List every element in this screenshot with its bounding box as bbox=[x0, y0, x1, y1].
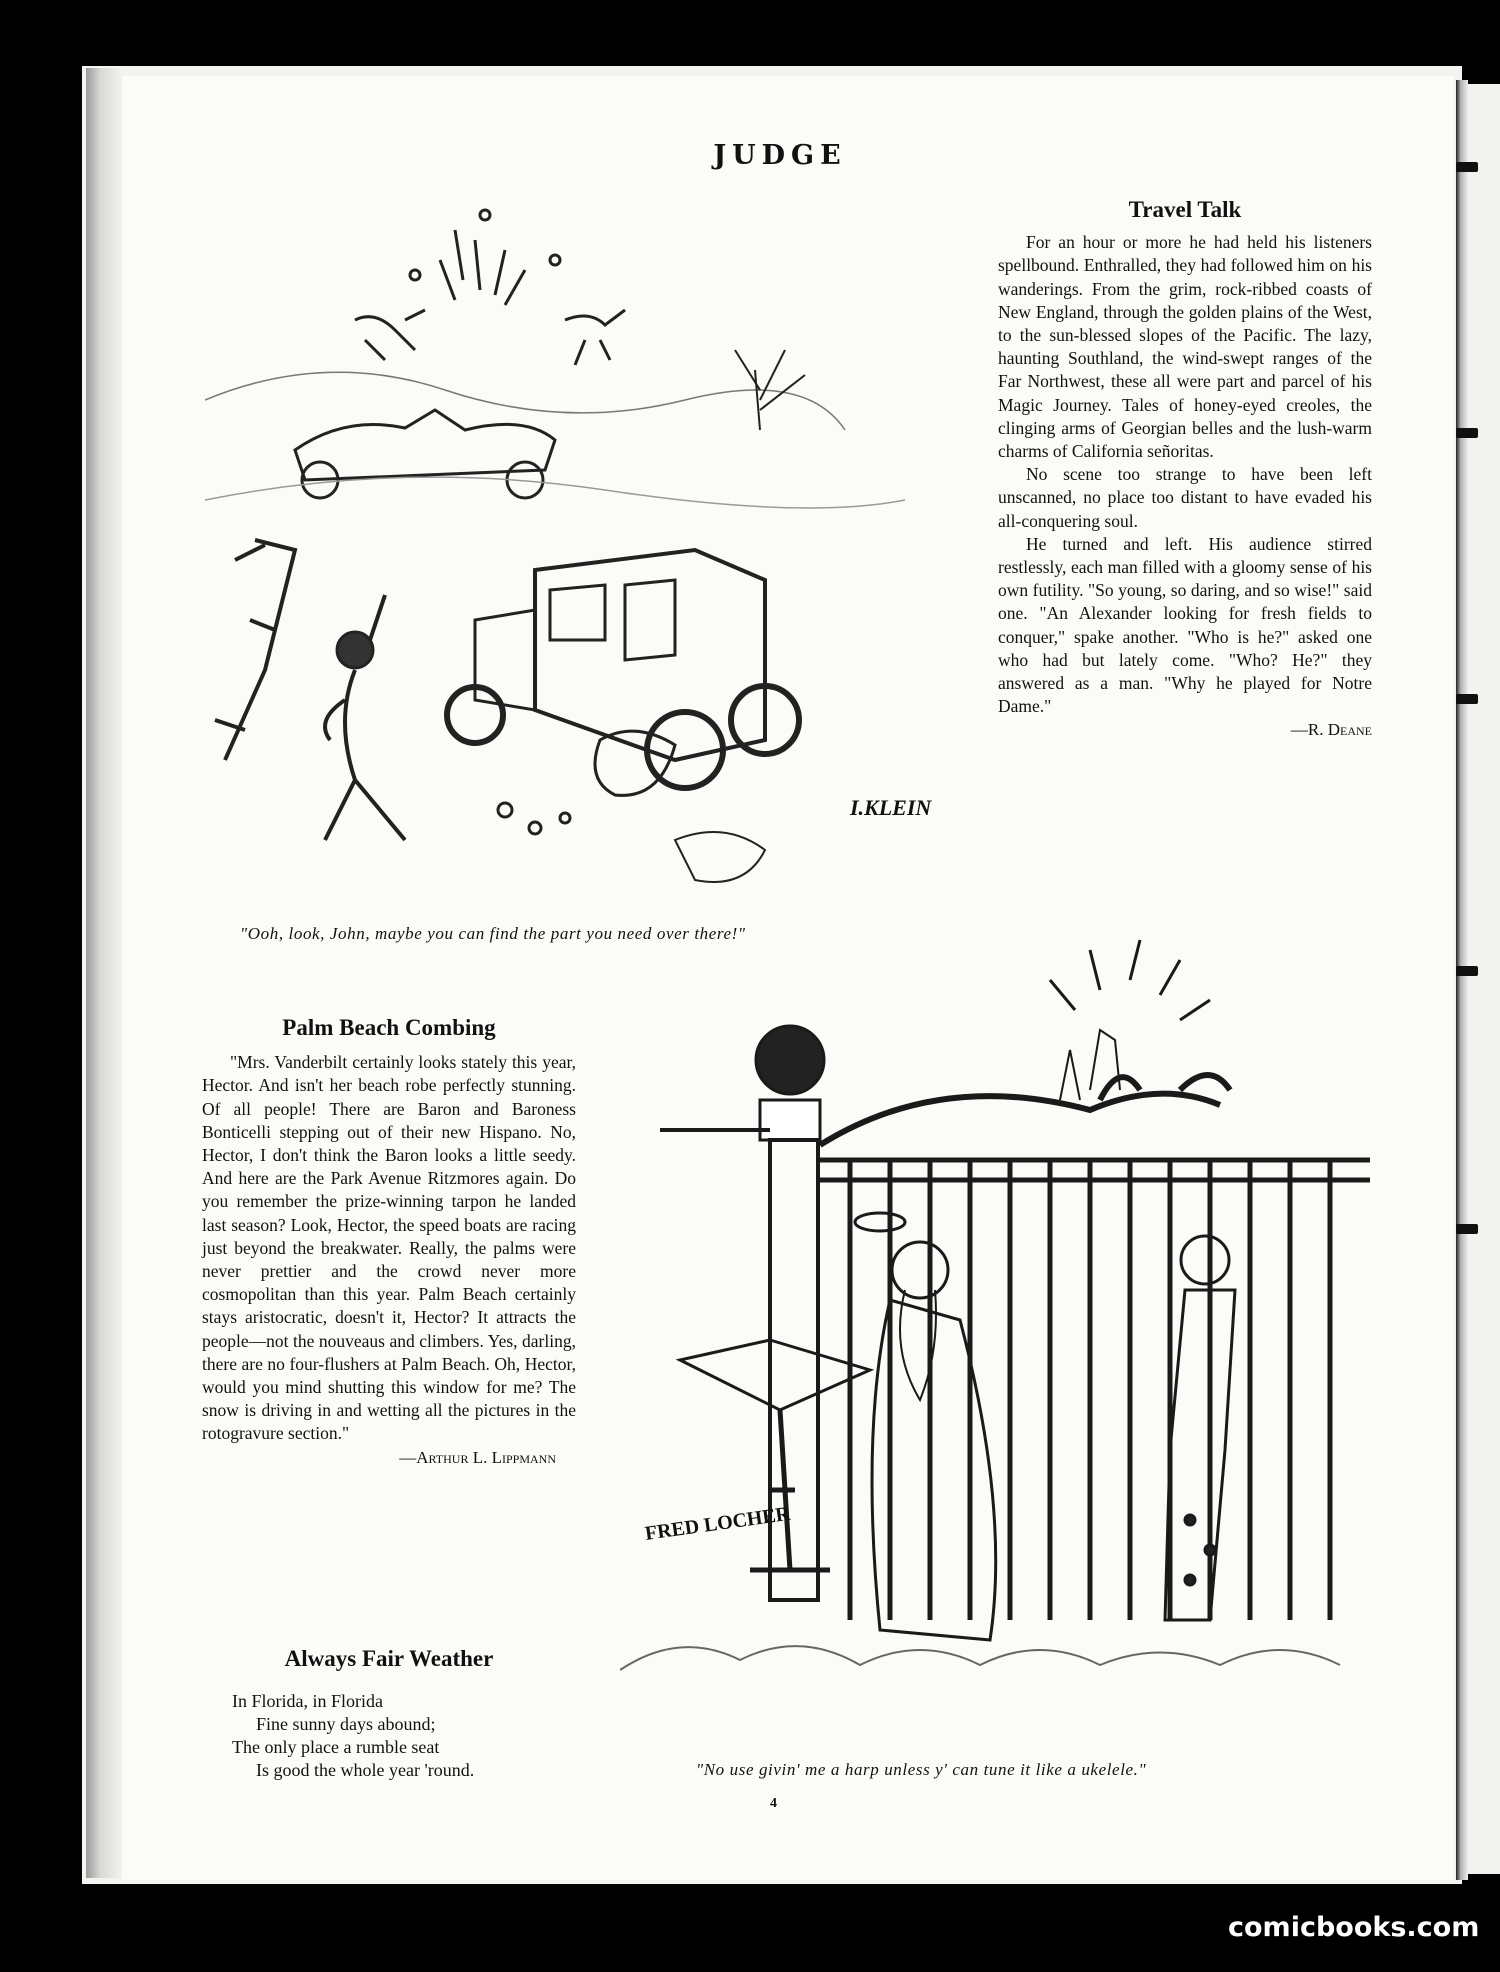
index-tab bbox=[1456, 1224, 1478, 1234]
fair-weather-poem bbox=[232, 1690, 592, 1782]
travel-talk-paragraph-2: No scene too strange to have been left unscanned, no place too distant to have evaded his all-conquering soul. bbox=[998, 464, 1372, 531]
palm-beach-text: "Mrs. Vanderbilt certainly looks stately this year, Hector. And isn't her beach robe perfectly stunning. Of all people! There are Baron and Baroness Bonticelli stepping out of their new Hispano. No, Hector, I don't think the Baron looks a little seedy. And here are the Park Avenue Ritzmores again. Do you remember the prize-winning tarpon he landed last season? Look, Hector, the speed boats are racing just beyond the breakwater. Really, the palms were never prettier and the crowd never more cosmopolitan than this year. Palm Beach certainly stays aristocratic, doesn't it, Hector? It attracts the people—not the nouveaus and climbers. Yes, darling, there are no four-flushers at Palm Beach. Oh, Hector, would you mind shutting this window for me? The snow is driving in and wetting all the pictures in the rotogravure section." bbox=[202, 1052, 576, 1444]
site-watermark[interactable]: comicbooks.com bbox=[1228, 1912, 1480, 1943]
poem-line: The only place a rumble seat bbox=[232, 1737, 440, 1757]
palm-beach-title: Palm Beach Combing bbox=[282, 1015, 496, 1040]
klein-signature: I.KLEIN bbox=[850, 795, 932, 820]
poem-line: In Florida, in Florida bbox=[232, 1691, 383, 1711]
page-number: 4 bbox=[770, 1796, 777, 1811]
travel-talk-paragraph-1: For an hour or more he had held his listeners spellbound. Enthralled, they had followed him on his wanderings. From the grim, rock-ribbed coasts of New England, through the golden plains of the West, to the sun-blessed slopes of the Pacific. The lazy, haunting Southland, the wind-swept ranges of the Far Northwest, these all were part and parcel of his Magic Journey. Tales of honey-eyed creoles, the clinging arms of Georgian belles and the lush-warm charms of California señoritas. bbox=[998, 232, 1372, 462]
travel-talk-title: Travel Talk bbox=[1128, 197, 1242, 222]
cartoon-top-caption: "Ooh, look, John, maybe you can find the part you need over there!" bbox=[240, 924, 746, 943]
car-crash-cartoon bbox=[205, 200, 975, 910]
page-binding-edge bbox=[86, 68, 122, 1878]
index-tab bbox=[1456, 428, 1478, 438]
locher-signature: FRED LOCHER bbox=[643, 1502, 792, 1545]
travel-talk-paragraph-3: He turned and left. His audience stirred restlessly, each man filled with a gloomy sense of his own futility. "So young, so daring, and so wise!" said one. "An Alexander looking for fresh fields to conquer," spake another. "Who is he?" asked one who had but lately come. "Who? He?" they answered as a man. "Why he played for Notre Dame." bbox=[998, 533, 1372, 717]
pearly-gates-cartoon bbox=[620, 930, 1380, 1730]
cartoon-bottom-caption: "No use givin' me a harp unless y' can tune it like a ukelele." bbox=[696, 1760, 1147, 1779]
page-gutter bbox=[1456, 80, 1468, 1880]
fair-weather-title: Always Fair Weather bbox=[284, 1646, 494, 1671]
poem-line: Fine sunny days abound; bbox=[256, 1714, 436, 1734]
masthead: JUDGE bbox=[713, 140, 847, 171]
travel-talk-signature: —R. Deane bbox=[1290, 720, 1372, 740]
index-tab bbox=[1456, 966, 1478, 976]
travel-talk-article bbox=[998, 198, 1372, 742]
index-tab bbox=[1456, 694, 1478, 704]
palm-beach-article bbox=[202, 1016, 576, 1469]
next-page-edge bbox=[1468, 84, 1500, 1874]
palm-beach-signature: —Arthur L. Lippmann bbox=[399, 1447, 556, 1467]
index-tab bbox=[1456, 162, 1478, 172]
poem-line: Is good the whole year 'round. bbox=[256, 1760, 475, 1780]
